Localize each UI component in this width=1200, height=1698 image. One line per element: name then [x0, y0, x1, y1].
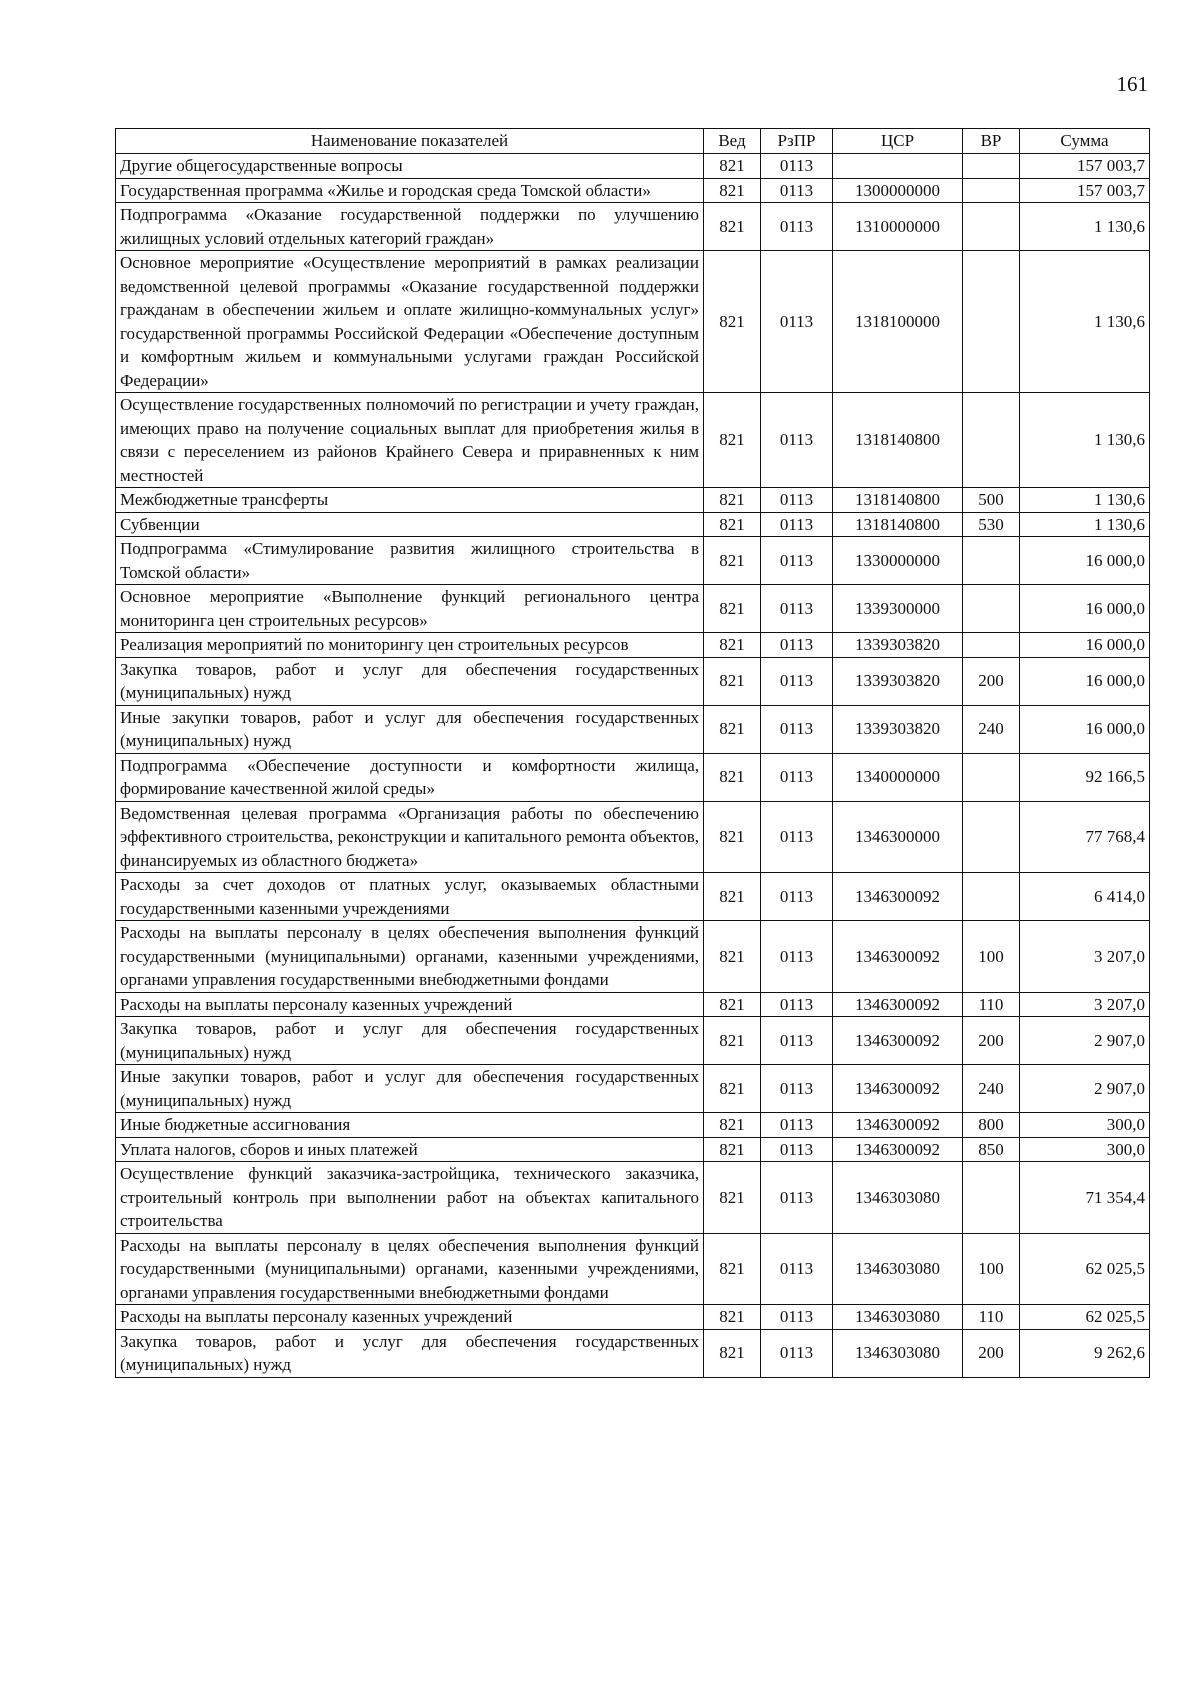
- cell-name: Основное мероприятие «Осуществление мероприятий в рамках реализации ведомственной целевой программы «Оказание государственной поддержки гражданам в обеспечении жильем и оплате жилищно-коммунальных услуг» государственной программы Российской Федерации «Обеспечение доступным и комфортным жильем и коммунальными услугами граждан Российской Федерации»: [116, 251, 704, 393]
- cell-sum: 1 130,6: [1020, 203, 1150, 251]
- cell-ved: 821: [704, 1329, 761, 1377]
- cell-vr: [963, 154, 1020, 179]
- cell-csr: 1339303820: [833, 633, 963, 658]
- table-row: [116, 537, 1150, 585]
- cell-ved: 821: [704, 1113, 761, 1138]
- cell-sum: 16 000,0: [1020, 633, 1150, 658]
- cell-vr: 200: [963, 1017, 1020, 1065]
- table-row: [116, 1233, 1150, 1305]
- cell-rzpr: 0113: [761, 753, 833, 801]
- table-row: [116, 1305, 1150, 1330]
- cell-csr: 1346303080: [833, 1305, 963, 1330]
- cell-sum: 2 907,0: [1020, 1017, 1150, 1065]
- table-row: [116, 992, 1150, 1017]
- cell-vr: 850: [963, 1137, 1020, 1162]
- cell-csr: 1330000000: [833, 537, 963, 585]
- cell-name: Расходы на выплаты персоналу казенных учреждений: [116, 992, 704, 1017]
- cell-csr: 1318140800: [833, 393, 963, 488]
- cell-ved: 821: [704, 393, 761, 488]
- cell-vr: 240: [963, 1065, 1020, 1113]
- cell-vr: 110: [963, 1305, 1020, 1330]
- cell-vr: [963, 633, 1020, 658]
- table-body: [116, 154, 1150, 1378]
- cell-csr: 1339303820: [833, 705, 963, 753]
- cell-vr: [963, 203, 1020, 251]
- header-csr: ЦСР: [833, 129, 963, 154]
- cell-ved: 821: [704, 801, 761, 873]
- cell-vr: 800: [963, 1113, 1020, 1138]
- cell-csr: 1310000000: [833, 203, 963, 251]
- cell-csr: 1346303080: [833, 1233, 963, 1305]
- cell-sum: 16 000,0: [1020, 585, 1150, 633]
- cell-rzpr: 0113: [761, 633, 833, 658]
- cell-sum: 3 207,0: [1020, 921, 1150, 993]
- cell-name: Подпрограмма «Оказание государственной поддержки по улучшению жилищных условий отдельных категорий граждан»: [116, 203, 704, 251]
- table-row: [116, 154, 1150, 179]
- cell-ved: 821: [704, 154, 761, 179]
- cell-vr: [963, 178, 1020, 203]
- cell-ved: 821: [704, 705, 761, 753]
- cell-name: Иные бюджетные ассигнования: [116, 1113, 704, 1138]
- header-ved: Вед: [704, 129, 761, 154]
- cell-vr: [963, 873, 1020, 921]
- table-row: [116, 657, 1150, 705]
- cell-rzpr: 0113: [761, 992, 833, 1017]
- cell-name: Расходы на выплаты персоналу казенных учреждений: [116, 1305, 704, 1330]
- cell-name: Уплата налогов, сборов и иных платежей: [116, 1137, 704, 1162]
- cell-csr: 1340000000: [833, 753, 963, 801]
- header-sum: Сумма: [1020, 129, 1150, 154]
- table-row: [116, 512, 1150, 537]
- cell-csr: 1300000000: [833, 178, 963, 203]
- cell-name: Подпрограмма «Обеспечение доступности и комфортности жилища, формирование качественной жилой среды»: [116, 753, 704, 801]
- table-row: [116, 921, 1150, 993]
- cell-sum: 157 003,7: [1020, 154, 1150, 179]
- cell-name: Закупка товаров, работ и услуг для обеспечения государственных (муниципальных) нужд: [116, 1017, 704, 1065]
- cell-sum: 9 262,6: [1020, 1329, 1150, 1377]
- cell-name: Расходы на выплаты персоналу в целях обеспечения выполнения функций государственными (муниципальными) органами, казенными учреждениями, органами управления государственными внебюджетными фондами: [116, 921, 704, 993]
- table-row: [116, 1162, 1150, 1234]
- cell-vr: 200: [963, 1329, 1020, 1377]
- cell-sum: 300,0: [1020, 1137, 1150, 1162]
- cell-ved: 821: [704, 488, 761, 513]
- cell-csr: 1346300092: [833, 873, 963, 921]
- cell-vr: 240: [963, 705, 1020, 753]
- cell-rzpr: 0113: [761, 1065, 833, 1113]
- table-row: [116, 178, 1150, 203]
- cell-ved: 821: [704, 203, 761, 251]
- cell-ved: 821: [704, 1233, 761, 1305]
- cell-rzpr: 0113: [761, 251, 833, 393]
- cell-csr: 1318100000: [833, 251, 963, 393]
- cell-vr: 200: [963, 657, 1020, 705]
- cell-vr: [963, 537, 1020, 585]
- cell-csr: 1346300092: [833, 1065, 963, 1113]
- cell-rzpr: 0113: [761, 178, 833, 203]
- budget-table: [115, 128, 1150, 1378]
- cell-ved: 821: [704, 921, 761, 993]
- cell-rzpr: 0113: [761, 1113, 833, 1138]
- table-row: [116, 251, 1150, 393]
- cell-csr: 1318140800: [833, 512, 963, 537]
- cell-rzpr: 0113: [761, 203, 833, 251]
- table-row: [116, 1065, 1150, 1113]
- cell-vr: [963, 1162, 1020, 1234]
- table-row: [116, 585, 1150, 633]
- table-row: [116, 633, 1150, 658]
- cell-sum: 92 166,5: [1020, 753, 1150, 801]
- cell-vr: [963, 393, 1020, 488]
- cell-rzpr: 0113: [761, 657, 833, 705]
- cell-sum: 6 414,0: [1020, 873, 1150, 921]
- cell-ved: 821: [704, 992, 761, 1017]
- cell-rzpr: 0113: [761, 801, 833, 873]
- cell-sum: 16 000,0: [1020, 657, 1150, 705]
- table-row: [116, 393, 1150, 488]
- cell-rzpr: 0113: [761, 1162, 833, 1234]
- cell-name: Иные закупки товаров, работ и услуг для обеспечения государственных (муниципальных) нужд: [116, 705, 704, 753]
- cell-rzpr: 0113: [761, 154, 833, 179]
- cell-ved: 821: [704, 1017, 761, 1065]
- cell-ved: 821: [704, 512, 761, 537]
- cell-rzpr: 0113: [761, 1305, 833, 1330]
- cell-name: Другие общегосударственные вопросы: [116, 154, 704, 179]
- cell-csr: 1346300092: [833, 921, 963, 993]
- cell-rzpr: 0113: [761, 1233, 833, 1305]
- cell-name: Ведомственная целевая программа «Организация работы по обеспечению эффективного строительства, реконструкции и капитального ремонта объектов, финансируемых из областного бюджета»: [116, 801, 704, 873]
- cell-name: Осуществление государственных полномочий по регистрации и учету граждан, имеющих право на получение социальных выплат для приобретения жилья в связи с переселением из районов Крайнего Севера и приравненных к ним местностей: [116, 393, 704, 488]
- cell-name: Закупка товаров, работ и услуг для обеспечения государственных (муниципальных) нужд: [116, 1329, 704, 1377]
- cell-sum: 3 207,0: [1020, 992, 1150, 1017]
- header-rzpr: РзПР: [761, 129, 833, 154]
- cell-name: Осуществление функций заказчика-застройщика, технического заказчика, строительный контроль при выполнении работ на объектах капитального строительства: [116, 1162, 704, 1234]
- cell-csr: 1346300092: [833, 1113, 963, 1138]
- cell-sum: 1 130,6: [1020, 393, 1150, 488]
- cell-name: Субвенции: [116, 512, 704, 537]
- cell-vr: 110: [963, 992, 1020, 1017]
- cell-csr: 1346300092: [833, 1137, 963, 1162]
- table-row: [116, 1329, 1150, 1377]
- cell-ved: 821: [704, 585, 761, 633]
- cell-csr: 1346303080: [833, 1162, 963, 1234]
- cell-rzpr: 0113: [761, 1017, 833, 1065]
- cell-csr: [833, 154, 963, 179]
- table-row: [116, 1017, 1150, 1065]
- cell-name: Государственная программа «Жилье и городская среда Томской области»: [116, 178, 704, 203]
- cell-rzpr: 0113: [761, 537, 833, 585]
- cell-name: Подпрограмма «Стимулирование развития жилищного строительства в Томской области»: [116, 537, 704, 585]
- cell-rzpr: 0113: [761, 1329, 833, 1377]
- cell-csr: 1339300000: [833, 585, 963, 633]
- table-row: [116, 488, 1150, 513]
- cell-vr: 100: [963, 921, 1020, 993]
- cell-rzpr: 0113: [761, 488, 833, 513]
- cell-rzpr: 0113: [761, 1137, 833, 1162]
- cell-ved: 821: [704, 657, 761, 705]
- cell-ved: 821: [704, 753, 761, 801]
- cell-sum: 16 000,0: [1020, 537, 1150, 585]
- cell-vr: 530: [963, 512, 1020, 537]
- cell-vr: [963, 801, 1020, 873]
- page-number: 161: [1116, 72, 1148, 96]
- cell-vr: 500: [963, 488, 1020, 513]
- cell-sum: 77 768,4: [1020, 801, 1150, 873]
- table-row: [116, 203, 1150, 251]
- cell-ved: 821: [704, 873, 761, 921]
- cell-ved: 821: [704, 633, 761, 658]
- cell-name: Закупка товаров, работ и услуг для обеспечения государственных (муниципальных) нужд: [116, 657, 704, 705]
- cell-name: Иные закупки товаров, работ и услуг для обеспечения государственных (муниципальных) нужд: [116, 1065, 704, 1113]
- cell-sum: 1 130,6: [1020, 512, 1150, 537]
- cell-vr: [963, 753, 1020, 801]
- cell-name: Реализация мероприятий по мониторингу цен строительных ресурсов: [116, 633, 704, 658]
- cell-csr: 1346303080: [833, 1329, 963, 1377]
- table-row: [116, 1113, 1150, 1138]
- cell-ved: 821: [704, 1137, 761, 1162]
- cell-sum: 300,0: [1020, 1113, 1150, 1138]
- cell-sum: 1 130,6: [1020, 251, 1150, 393]
- cell-vr: [963, 251, 1020, 393]
- cell-sum: 1 130,6: [1020, 488, 1150, 513]
- cell-name: Межбюджетные трансферты: [116, 488, 704, 513]
- cell-ved: 821: [704, 251, 761, 393]
- cell-sum: 2 907,0: [1020, 1065, 1150, 1113]
- cell-csr: 1346300092: [833, 1017, 963, 1065]
- cell-rzpr: 0113: [761, 873, 833, 921]
- cell-ved: 821: [704, 537, 761, 585]
- table-header-row: [116, 129, 1150, 154]
- cell-rzpr: 0113: [761, 705, 833, 753]
- cell-rzpr: 0113: [761, 585, 833, 633]
- cell-csr: 1339303820: [833, 657, 963, 705]
- cell-ved: 821: [704, 1065, 761, 1113]
- table-row: [116, 753, 1150, 801]
- cell-csr: 1346300092: [833, 992, 963, 1017]
- cell-ved: 821: [704, 1305, 761, 1330]
- cell-name: Расходы на выплаты персоналу в целях обеспечения выполнения функций государственными (муниципальными) органами, казенными учреждениями, органами управления государственными внебюджетными фондами: [116, 1233, 704, 1305]
- cell-ved: 821: [704, 1162, 761, 1234]
- header-vr: ВР: [963, 129, 1020, 154]
- cell-sum: 16 000,0: [1020, 705, 1150, 753]
- cell-sum: 157 003,7: [1020, 178, 1150, 203]
- cell-sum: 62 025,5: [1020, 1305, 1150, 1330]
- cell-sum: 71 354,4: [1020, 1162, 1150, 1234]
- header-name: Наименование показателей: [116, 129, 704, 154]
- cell-sum: 62 025,5: [1020, 1233, 1150, 1305]
- table-row: [116, 873, 1150, 921]
- cell-vr: [963, 585, 1020, 633]
- table-row: [116, 1137, 1150, 1162]
- cell-vr: 100: [963, 1233, 1020, 1305]
- cell-rzpr: 0113: [761, 512, 833, 537]
- cell-rzpr: 0113: [761, 921, 833, 993]
- table-row: [116, 705, 1150, 753]
- cell-name: Основное мероприятие «Выполнение функций регионального центра мониторинга цен строительных ресурсов»: [116, 585, 704, 633]
- cell-rzpr: 0113: [761, 393, 833, 488]
- table-row: [116, 801, 1150, 873]
- cell-name: Расходы за счет доходов от платных услуг, оказываемых областными государственными казенными учреждениями: [116, 873, 704, 921]
- cell-ved: 821: [704, 178, 761, 203]
- cell-csr: 1346300000: [833, 801, 963, 873]
- cell-csr: 1318140800: [833, 488, 963, 513]
